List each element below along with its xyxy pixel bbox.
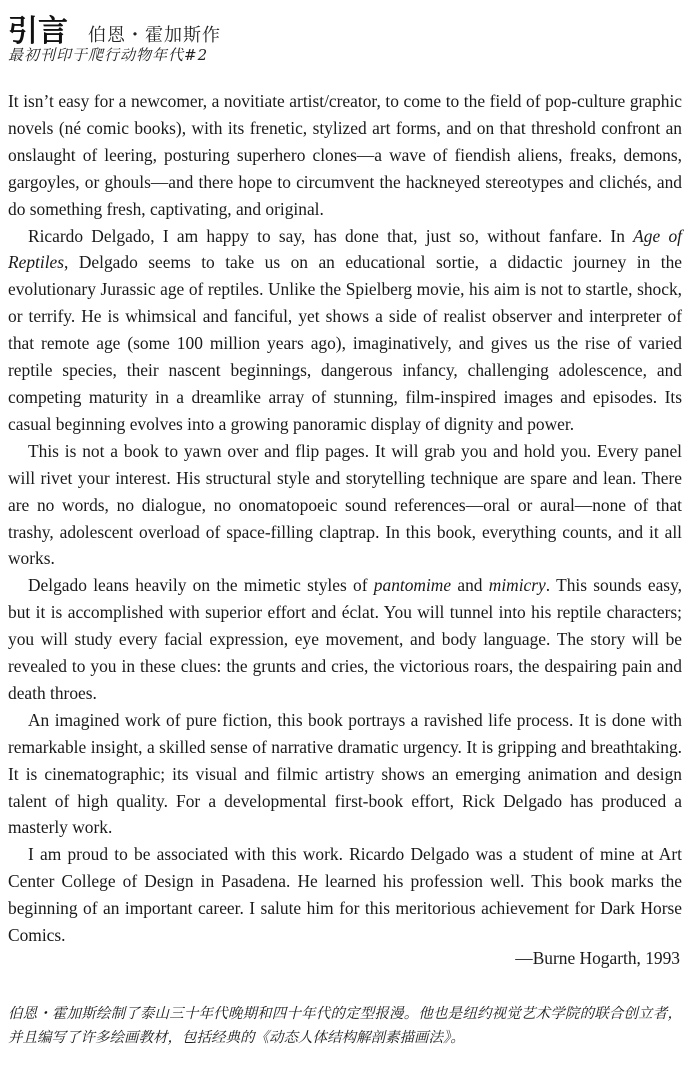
author-byline: 伯恩・霍加斯作 [88, 25, 221, 46]
paragraph-4-text-middle: and [451, 575, 489, 596]
author-footnote: 伯恩・霍加斯绘制了泰山三十年代晚期和四十年代的定型报漫。他也是纽约视觉艺术学院的联合创立者，并且编写了许多绘画教材，包括经典的《动态人体结构解剖素描画法》。 [8, 1006, 682, 1046]
author-signature: —Burne Hogarth, 1993 [515, 948, 680, 968]
paragraph-5: An imagined work of pure fiction, this book portrays a ravished life process. It is done with remarkable insight, a skilled sense of narrative dramatic urgency. It is gripping and breathtaking. It is cinematographic; its visual and filmic artistry shows an emerging animation and design talent of high quality. For a developmental first-book effort, Rick Delgado has produced a masterly work. [8, 709, 682, 838]
paragraph-2 [8, 223, 682, 438]
page-title: 引言 [8, 14, 68, 49]
paragraph-2-text-after: , Delgado seems to take us on an educational sortie, a didactic journey in the evolutionary Jurassic age of reptiles. Unlike the Spielberg movie, his aim is not to startle, shock, or terrify. He is whimsical and fanciful, yet shows a side of realist observer and interpreter of that remote age (some 100 million years ago), imaginatively, and gives us the rise of varied reptile species, their nascent beginnings, dangerous infancy, challenging adolescence, and competing maturity in a dreamlike array of stunning, film-inspired images and episodes. Its casual beginning evolves into a growing panoramic display of dignity and power. [8, 252, 682, 434]
publication-note: 最初刊印于爬行动物年代#2 [8, 46, 209, 64]
mimicry-emphasis: mimicry [488, 575, 546, 596]
paragraph-4-text-before: Delgado leans heavily on the mimetic styles of [28, 575, 374, 596]
paragraph-4-text-after: . This sounds easy, but it is accomplished with superior effort and éclat. You will tunnel into his reptile characters; you will study every facial expression, eye movement, and body language. The story will be revealed to you in these clues: the grunts and cries, the victorious roars, the despairing pain and death throes. [8, 575, 682, 703]
pantomime-emphasis: pantomime [373, 575, 452, 596]
paragraph-3: This is not a book to yawn over and flip pages. It will grab you and hold you. Every panel will rivet your interest. His structural style and storytelling technique are spare and lean. There are no words, no dialogue, no onomatopoeic sound references—oral or aural—none of that trashy, adolescent overload of space-filling claptrap. In this book, everything counts, and it all works. [8, 440, 682, 569]
paragraph-4 [8, 572, 682, 707]
paragraph-2-text-before: Ricardo Delgado, I am happy to say, has done that, just so, without fanfare. In [28, 225, 634, 246]
paragraph-6: I am proud to be associated with this work. Ricardo Delgado was a student of mine at Art Center College of Design in Pasadena. He learned his profession well. This book marks the beginning of an important career. I salute him for this meritorious achievement for Dark Horse Comics. [8, 844, 682, 946]
introduction-body [8, 88, 682, 949]
book-title-emphasis: Age of Reptiles [8, 225, 682, 273]
paragraph-1: It isn’t easy for a newcomer, a novitiate artist/creator, to come to the field of pop-culture graphic novels (né comic books), with its frenetic, stylized art forms, and on that threshold confront an onslaught of leering, posturing superhero clones—a wave of fiendish aliens, freaks, demons, gargoyles, or ghouls—and there hope to circumvent the hackneyed stereotypes and clichés, and do something fresh, captivating, and original. [8, 91, 682, 219]
